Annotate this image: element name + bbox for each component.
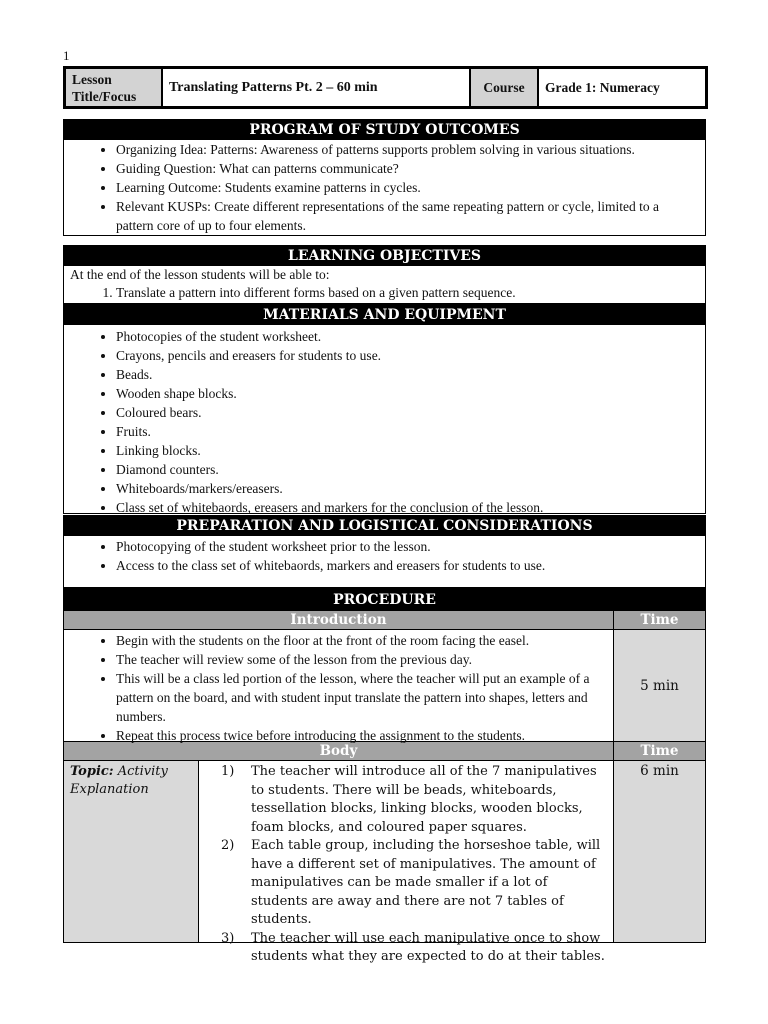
time-label: Time <box>640 612 679 628</box>
step-number: 3) <box>221 930 235 946</box>
material-item: • Photocopies of the student worksheet. <box>116 327 705 346</box>
introduction-item: • Repeat this process twice before introducing the assignment to the students. <box>116 726 593 745</box>
body-row <box>64 760 705 964</box>
step-item <box>221 930 607 967</box>
step-text: Each table group, including the horseshoe table, will have a different set of manipulatives. The amount of manipulatives can be made smaller if a lot of students are away and there are not 7 tables of students. <box>251 838 601 927</box>
course-label: Course <box>471 69 539 106</box>
body-time: 6 min <box>614 761 705 942</box>
introduction-item: • This will be a class led portion of the lesson, where the teacher will put an example of a pattern on the board, and with student input translate the pattern into shapes, letters and numbers. <box>116 669 593 726</box>
materials-section <box>63 304 706 514</box>
introduction-item: • Begin with the students on the floor at the front of the room facing the easel. <box>116 631 593 650</box>
materials-heading: MATERIALS AND EQUIPMENT <box>64 305 705 325</box>
material-item: • Class set of whitebaords, ereasers and markers for the conclusion of the lesson. <box>116 498 705 517</box>
material-item: • Fruits. <box>116 422 705 441</box>
step-item <box>221 763 607 837</box>
introduction-header-row <box>64 611 705 629</box>
page-number: 1 <box>63 48 70 63</box>
step-text: The teacher will use each manipulative once to show students what they are expected to do at their tables. <box>251 930 605 964</box>
outcome-item: • Organizing Idea: Patterns: Awareness of patterns supports problem solving in various situations. <box>116 140 697 159</box>
lesson-title-value: Translating Patterns Pt. 2 – 60 min <box>163 69 471 106</box>
outcome-item: • Relevant KUSPs: Create different representations of the same repeating pattern or cycle, limited to a pattern core of up to four elements. <box>116 197 697 235</box>
introduction-label: Introduction <box>64 611 614 629</box>
material-item: • Diamond counters. <box>116 460 705 479</box>
preparation-item: • Photocopying of the student worksheet prior to the lesson. <box>116 537 705 556</box>
material-item: • Beads. <box>116 365 705 384</box>
procedure-heading: PROCEDURE <box>64 589 705 611</box>
lesson-header-table <box>63 66 708 109</box>
preparation-list <box>64 536 705 575</box>
course-value: Grade 1: Numeracy <box>545 79 660 95</box>
material-item: • Crayons, pencils and ereasers for students to use. <box>116 346 705 365</box>
material-item: • Linking blocks. <box>116 441 705 460</box>
body-steps <box>199 761 614 964</box>
outcome-item: • Learning Outcome: Students examine patterns in cycles. <box>116 178 697 197</box>
body-header-row <box>64 742 705 760</box>
objective-item: 1. Translate a pattern into different forms based on a given pattern sequence. <box>116 283 705 302</box>
objectives-list <box>64 283 705 302</box>
objectives-section <box>63 245 706 304</box>
outcome-item: • Guiding Question: What can patterns communicate? <box>116 159 697 178</box>
lesson-title-label: Lesson Title/Focus <box>66 69 163 106</box>
introduction-time: 5 min <box>614 630 705 741</box>
introduction-item: • The teacher will review some of the lesson from the previous day. <box>116 650 593 669</box>
topic-label: Topic: <box>70 764 114 779</box>
step-number: 1) <box>221 764 235 779</box>
material-item: • Coloured bears. <box>116 403 705 422</box>
preparation-heading: PREPARATION AND LOGISTICAL CONSIDERATIONS <box>64 516 705 536</box>
introduction-body <box>64 630 614 741</box>
body-label: Body <box>64 742 614 760</box>
objectives-intro: At the end of the lesson students will be able to: <box>70 267 330 282</box>
material-item: • Wooden shape blocks. <box>116 384 705 403</box>
material-item: • Whiteboards/markers/ereasers. <box>116 479 705 498</box>
introduction-list <box>64 631 613 745</box>
outcomes-list <box>64 140 705 235</box>
preparation-item: • Access to the class set of whitebaords, markers and ereasers for students to use. <box>116 556 705 575</box>
step-text: The teacher will introduce all of the 7 manipulatives to students. There will be beads, whiteboards, tessellation blocks, linking blocks, wooden blocks, foam blocks, and coloured paper squares. <box>251 764 597 835</box>
materials-list <box>64 325 705 517</box>
procedure-section <box>63 588 706 964</box>
topic-cell <box>64 761 199 942</box>
step-item <box>221 837 607 930</box>
introduction-row <box>64 629 705 742</box>
outcomes-section <box>63 119 706 236</box>
preparation-section <box>63 515 706 588</box>
objectives-heading: LEARNING OBJECTIVES <box>64 246 705 266</box>
outcomes-heading: PROGRAM OF STUDY OUTCOMES <box>64 120 705 140</box>
step-number: 2) <box>221 838 235 853</box>
topic-value: Activity Explanation <box>70 764 168 797</box>
body-time-label: Time <box>640 743 679 759</box>
